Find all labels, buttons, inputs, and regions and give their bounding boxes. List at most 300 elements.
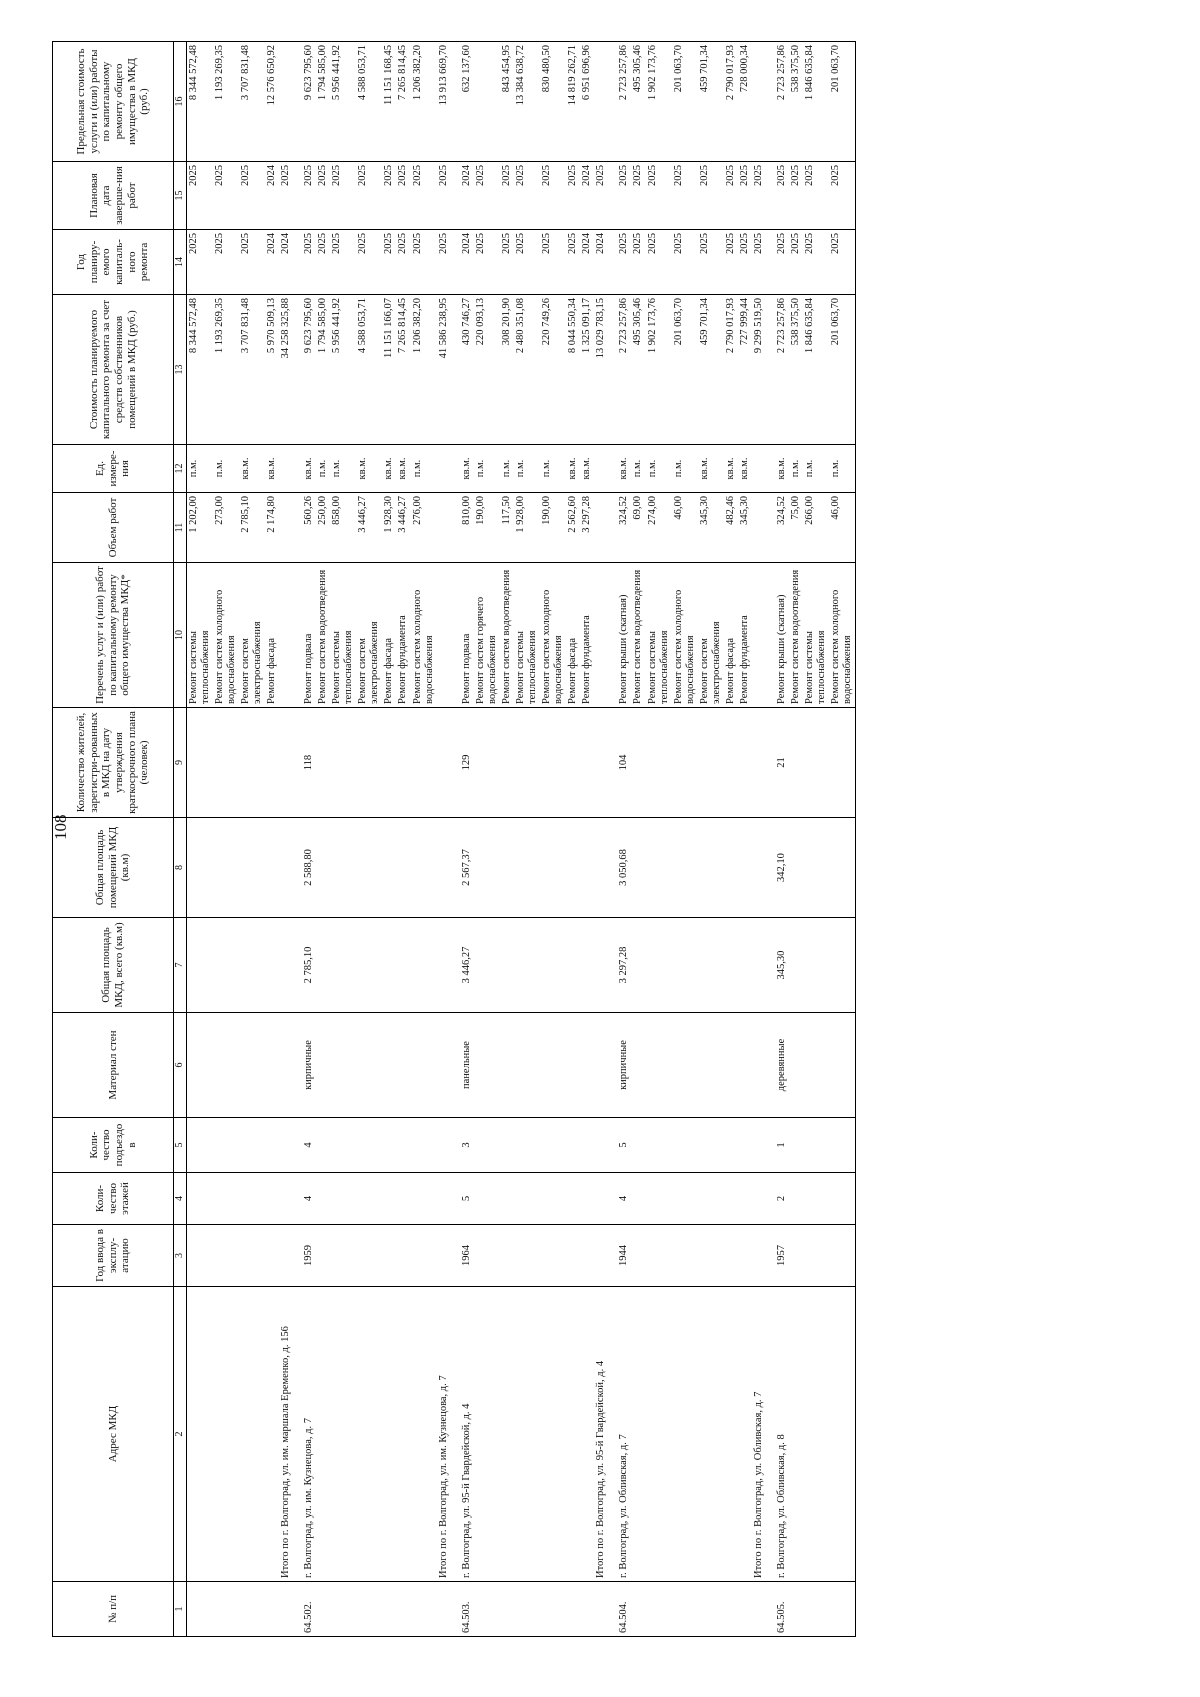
- table-cell: [396, 1118, 410, 1173]
- table-cell: 266,00: [803, 493, 829, 563]
- table-cell: 345,30: [766, 918, 789, 1013]
- table-cell: [631, 1173, 645, 1225]
- table-cell: [186, 1173, 213, 1225]
- table-cell: Ремонт систем холодного водоснабжения: [213, 563, 239, 708]
- table-cell: Ремонт системы теплоснабжения: [646, 563, 672, 708]
- table-cell: [514, 1582, 540, 1637]
- column-number: 2: [174, 1287, 187, 1582]
- table-cell: 2025: [500, 162, 514, 230]
- table-cell: [829, 918, 856, 1013]
- table-cell: [566, 1173, 580, 1225]
- table-cell: 4: [293, 1118, 316, 1173]
- table-cell: [396, 1225, 410, 1287]
- table-cell: [752, 1582, 766, 1637]
- table-cell: [646, 818, 672, 918]
- column-header: № п/п: [53, 1582, 174, 1637]
- table-cell: 2025: [356, 162, 382, 230]
- table-cell: [265, 1173, 279, 1225]
- table-cell: 34 258 325,88: [279, 295, 293, 445]
- table-cell: [540, 1225, 566, 1287]
- table-row: [672, 42, 698, 1637]
- table-cell: 2025: [239, 162, 265, 230]
- table-cell: 8 044 550,34: [566, 295, 580, 445]
- table-cell: 1 193 269,35: [213, 295, 239, 445]
- table-cell: Ремонт фасада: [265, 563, 279, 708]
- table-cell: 129: [451, 708, 474, 818]
- table-cell: 482,46: [724, 493, 738, 563]
- column-header: Коли-чество этажей: [53, 1173, 174, 1225]
- table-cell: 843 454,95: [500, 42, 514, 162]
- column-number: 10: [174, 563, 187, 708]
- table-cell: 2 723 257,86: [766, 295, 789, 445]
- table-cell: [738, 1225, 752, 1287]
- table-cell: [213, 708, 239, 818]
- table-cell: [738, 708, 752, 818]
- table-cell: 2025: [514, 162, 540, 230]
- table-cell: 7 265 814,45: [396, 42, 410, 162]
- table-cell: [724, 1582, 738, 1637]
- table-cell: [789, 1173, 803, 1225]
- table-cell: 728 000,34: [738, 42, 752, 162]
- table-cell: [514, 818, 540, 918]
- table-cell: [594, 1225, 608, 1287]
- table-cell: 1 846 635,84: [803, 42, 829, 162]
- table-cell: 3 297,28: [580, 493, 594, 563]
- table-cell: [631, 918, 645, 1013]
- table-cell: кв.м.: [738, 445, 752, 493]
- table-cell: [724, 918, 738, 1013]
- table-cell: [672, 1287, 698, 1582]
- table-cell: [580, 1287, 594, 1582]
- table-cell: 2 785,10: [239, 493, 265, 563]
- table-cell: [330, 1173, 356, 1225]
- table-cell: [594, 1582, 608, 1637]
- table-cell: [672, 1013, 698, 1118]
- table-cell: 2025: [608, 230, 631, 295]
- table-cell: [411, 918, 437, 1013]
- table-cell: деревянные: [766, 1013, 789, 1118]
- table-cell: [829, 1118, 856, 1173]
- table-cell: [803, 1173, 829, 1225]
- table-row: [540, 42, 566, 1637]
- table-row: [213, 42, 239, 1637]
- table-cell: 459 701,34: [698, 42, 724, 162]
- table-cell: 2025: [186, 162, 213, 230]
- column-number: 14: [174, 230, 187, 295]
- table-row: [411, 42, 437, 1637]
- table-cell: 220 093,13: [474, 295, 500, 445]
- table-cell: [382, 818, 396, 918]
- table-cell: [752, 1225, 766, 1287]
- table-cell: 2 723 257,86: [608, 42, 631, 162]
- table-cell: [265, 708, 279, 818]
- table-cell: 1 206 382,20: [411, 295, 437, 445]
- table-cell: [330, 1013, 356, 1118]
- table-cell: [738, 1582, 752, 1637]
- table-cell: 21: [766, 708, 789, 818]
- table-cell: [724, 1118, 738, 1173]
- table-cell: Ремонт системы теплоснабжения: [330, 563, 356, 708]
- table-cell: [382, 708, 396, 818]
- table-cell: г. Волгоград, ул. Обливская, д. 7: [608, 1287, 631, 1582]
- table-cell: 2025: [631, 162, 645, 230]
- table-cell: [239, 1225, 265, 1287]
- column-number: 6: [174, 1013, 187, 1118]
- table-cell: кв.м.: [580, 445, 594, 493]
- table-cell: 4: [608, 1173, 631, 1225]
- table-cell: 4 588 053,71: [356, 295, 382, 445]
- column-header: Стоимость планируемого капитального ремонта за счет средств собственников помещений в МКД (руб.): [53, 295, 174, 445]
- table-cell: 495 305,46: [631, 42, 645, 162]
- table-cell: [803, 1118, 829, 1173]
- table-cell: [514, 1118, 540, 1173]
- table-cell: [514, 708, 540, 818]
- table-cell: [239, 1013, 265, 1118]
- table-row: [724, 42, 738, 1637]
- table-cell: 2025: [752, 162, 766, 230]
- table-cell: 1 206 382,20: [411, 42, 437, 162]
- table-cell: 2025: [540, 162, 566, 230]
- table-cell: [356, 1287, 382, 1582]
- table-cell: [279, 493, 293, 563]
- table-cell: 13 029 783,15: [594, 295, 608, 445]
- table-cell: [514, 1173, 540, 1225]
- column-number: 12: [174, 445, 187, 493]
- table-cell: 2025: [724, 162, 738, 230]
- table-cell: 117,50: [500, 493, 514, 563]
- table-cell: Ремонт фундамента: [738, 563, 752, 708]
- table-cell: 64.502.: [293, 1582, 316, 1637]
- table-cell: [411, 1287, 437, 1582]
- column-number: 8: [174, 818, 187, 918]
- table-cell: 13 913 669,70: [437, 42, 451, 162]
- table-cell: г. Волгоград, ул. им. Кузнецова, д. 7: [293, 1287, 316, 1582]
- table-cell: 2025: [293, 230, 316, 295]
- table-cell: [474, 1118, 500, 1173]
- column-number: 3: [174, 1225, 187, 1287]
- table-cell: 2025: [631, 230, 645, 295]
- table-cell: [186, 1118, 213, 1173]
- table-cell: Итого по г. Волгоград, ул. им. маршала Еременко, д. 156: [279, 1287, 293, 1582]
- table-cell: [279, 708, 293, 818]
- table-cell: [631, 1225, 645, 1287]
- table-cell: [213, 1118, 239, 1173]
- table-cell: Ремонт фасада: [566, 563, 580, 708]
- table-cell: [316, 1013, 330, 1118]
- column-header: Количество жителей, зарегистри-рованных в МКД на дату утверждения краткосрочного плана (человек): [53, 708, 174, 818]
- table-cell: 3 707 831,48: [239, 295, 265, 445]
- table-cell: [829, 1013, 856, 1118]
- table-cell: [500, 1582, 514, 1637]
- table-cell: 6 951 696,96: [580, 42, 594, 162]
- table-cell: 308 201,90: [500, 295, 514, 445]
- table-cell: 2025: [500, 230, 514, 295]
- table-cell: Ремонт крыши (скатная): [766, 563, 789, 708]
- table-cell: [396, 1287, 410, 1582]
- column-header: Год планиру-емого капиталь-ного ремонта: [53, 230, 174, 295]
- table-cell: [594, 445, 608, 493]
- table-row: [451, 42, 474, 1637]
- table-cell: [330, 818, 356, 918]
- table-cell: [829, 1225, 856, 1287]
- column-number: 9: [174, 708, 187, 818]
- table-cell: [580, 708, 594, 818]
- table-cell: [540, 1582, 566, 1637]
- table-cell: 2025: [474, 162, 500, 230]
- table-cell: [239, 1118, 265, 1173]
- table-cell: [514, 1013, 540, 1118]
- table-cell: [738, 918, 752, 1013]
- repair-plan-table-sheet: [52, 42, 1142, 1637]
- table-cell: кв.м.: [382, 445, 396, 493]
- table-cell: [752, 918, 766, 1013]
- table-cell: [672, 1173, 698, 1225]
- table-cell: [752, 563, 766, 708]
- table-cell: [803, 918, 829, 1013]
- table-row: [594, 42, 608, 1637]
- table-cell: 4: [293, 1173, 316, 1225]
- table-row: [566, 42, 580, 1637]
- table-cell: 1959: [293, 1225, 316, 1287]
- table-cell: [396, 818, 410, 918]
- table-cell: [540, 1013, 566, 1118]
- table-cell: 2025: [766, 230, 789, 295]
- table-cell: [265, 1013, 279, 1118]
- table-cell: кв.м.: [293, 445, 316, 493]
- table-cell: [566, 1287, 580, 1582]
- table-cell: [698, 1582, 724, 1637]
- table-cell: [213, 1225, 239, 1287]
- table-cell: [330, 918, 356, 1013]
- table-cell: [724, 1225, 738, 1287]
- table-cell: 2025: [608, 162, 631, 230]
- table-cell: [239, 1582, 265, 1637]
- table-cell: 7 265 814,45: [396, 295, 410, 445]
- table-cell: [803, 818, 829, 918]
- table-cell: 2024: [265, 230, 279, 295]
- table-cell: 727 999,44: [738, 295, 752, 445]
- table-cell: [316, 818, 330, 918]
- table-cell: 220 749,26: [540, 295, 566, 445]
- table-cell: [631, 1013, 645, 1118]
- table-cell: 2 567,37: [451, 818, 474, 918]
- table-cell: [396, 1173, 410, 1225]
- table-cell: [672, 1582, 698, 1637]
- table-cell: 2025: [672, 230, 698, 295]
- table-cell: [698, 1225, 724, 1287]
- table-cell: 5 956 441,92: [330, 295, 356, 445]
- table-cell: Ремонт фундамента: [580, 563, 594, 708]
- table-cell: 41 586 238,95: [437, 295, 451, 445]
- table-cell: [437, 918, 451, 1013]
- table-cell: [437, 493, 451, 563]
- table-cell: [631, 1118, 645, 1173]
- table-cell: Ремонт систем водоотведения: [500, 563, 514, 708]
- table-cell: [411, 1582, 437, 1637]
- table-cell: [646, 1013, 672, 1118]
- table-cell: кв.м.: [566, 445, 580, 493]
- table-cell: п.м.: [411, 445, 437, 493]
- table-cell: [239, 1173, 265, 1225]
- table-cell: [646, 918, 672, 1013]
- table-cell: 1957: [766, 1225, 789, 1287]
- table-cell: [566, 1225, 580, 1287]
- table-cell: [356, 818, 382, 918]
- table-cell: Ремонт систем электроснабжения: [239, 563, 265, 708]
- table-cell: [382, 1582, 396, 1637]
- table-cell: Ремонт систем водоотведения: [631, 563, 645, 708]
- table-cell: 46,00: [672, 493, 698, 563]
- table-cell: кирпичные: [293, 1013, 316, 1118]
- table-cell: [829, 708, 856, 818]
- table-cell: [437, 1225, 451, 1287]
- table-cell: [437, 1582, 451, 1637]
- table-cell: Ремонт фундамента: [396, 563, 410, 708]
- table-cell: [672, 918, 698, 1013]
- table-cell: [316, 1225, 330, 1287]
- table-cell: Ремонт крыши (скатная): [608, 563, 631, 708]
- table-cell: 2025: [330, 230, 356, 295]
- table-row: [789, 42, 803, 1637]
- table-cell: [594, 708, 608, 818]
- table-cell: [265, 1582, 279, 1637]
- table-cell: [580, 1013, 594, 1118]
- column-number: 16: [174, 42, 187, 162]
- table-cell: 9 623 795,60: [293, 295, 316, 445]
- table-cell: 2025: [829, 230, 856, 295]
- table-cell: 104: [608, 708, 631, 818]
- table-cell: 1964: [451, 1225, 474, 1287]
- table-cell: Ремонт систем холодного водоснабжения: [540, 563, 566, 708]
- table-cell: [382, 1013, 396, 1118]
- table-cell: 9 623 795,60: [293, 42, 316, 162]
- repair-plan-table: [52, 41, 856, 1637]
- table-cell: [540, 818, 566, 918]
- table-cell: 2025: [186, 230, 213, 295]
- table-cell: 14 819 262,71: [566, 42, 580, 162]
- table-body: [186, 42, 856, 1637]
- table-cell: 2025: [789, 230, 803, 295]
- table-cell: [789, 1013, 803, 1118]
- table-cell: [279, 1118, 293, 1173]
- table-cell: 201 063,70: [829, 42, 856, 162]
- table-cell: 2025: [316, 230, 330, 295]
- table-cell: п.м.: [646, 445, 672, 493]
- table-cell: [738, 1013, 752, 1118]
- table-cell: Ремонт систем электроснабжения: [356, 563, 382, 708]
- table-cell: Ремонт систем холодного водоснабжения: [411, 563, 437, 708]
- table-row: [293, 42, 316, 1637]
- column-header: Материал стен: [53, 1013, 174, 1118]
- table-cell: [829, 818, 856, 918]
- column-header: Предельная стоимость услуги и (или) работы по капитальному ремонту общего имущества в МКД (руб.): [53, 42, 174, 162]
- table-cell: 64.504.: [608, 1582, 631, 1637]
- page-number: 108: [51, 814, 70, 840]
- table-cell: [474, 1173, 500, 1225]
- table-cell: 2025: [239, 230, 265, 295]
- table-cell: 190,00: [540, 493, 566, 563]
- table-row: [738, 42, 752, 1637]
- table-cell: [279, 445, 293, 493]
- table-cell: [213, 1013, 239, 1118]
- table-cell: [356, 918, 382, 1013]
- table-cell: 2025: [330, 162, 356, 230]
- table-cell: 2024: [265, 162, 279, 230]
- table-cell: 64.503.: [451, 1582, 474, 1637]
- table-cell: [330, 1582, 356, 1637]
- table-cell: 324,52: [766, 493, 789, 563]
- table-cell: [396, 918, 410, 1013]
- table-cell: [239, 818, 265, 918]
- table-cell: 2024: [580, 230, 594, 295]
- table-row: [514, 42, 540, 1637]
- table-cell: 201 063,70: [829, 295, 856, 445]
- table-cell: [580, 1173, 594, 1225]
- table-cell: [186, 1582, 213, 1637]
- table-cell: 1 794 585,00: [316, 295, 330, 445]
- table-cell: Ремонт систем холодного водоснабжения: [672, 563, 698, 708]
- column-header: Перечень услуг и (или) работ по капитальному ремонту общего имущества МКД*: [53, 563, 174, 708]
- table-cell: 11 151 168,45: [382, 42, 396, 162]
- table-cell: [316, 1287, 330, 1582]
- table-cell: [279, 42, 293, 162]
- table-cell: 2025: [752, 230, 766, 295]
- table-cell: 9 299 519,50: [752, 295, 766, 445]
- table-cell: [500, 818, 514, 918]
- table-row: [698, 42, 724, 1637]
- table-cell: 2025: [279, 162, 293, 230]
- table-cell: [437, 708, 451, 818]
- table-cell: [829, 1173, 856, 1225]
- table-cell: 324,52: [608, 493, 631, 563]
- table-cell: 632 137,60: [451, 42, 474, 162]
- table-cell: 2025: [803, 230, 829, 295]
- table-cell: 3 446,27: [451, 918, 474, 1013]
- table-cell: [279, 1225, 293, 1287]
- table-cell: 345,30: [738, 493, 752, 563]
- column-header: Общая площадь МКД, всего (кв.м): [53, 918, 174, 1013]
- table-cell: [500, 918, 514, 1013]
- table-cell: [803, 1013, 829, 1118]
- table-cell: [474, 918, 500, 1013]
- table-cell: [500, 1287, 514, 1582]
- table-cell: [594, 1173, 608, 1225]
- table-cell: [829, 1287, 856, 1582]
- table-cell: [356, 708, 382, 818]
- table-row: [265, 42, 279, 1637]
- table-cell: [829, 1582, 856, 1637]
- table-cell: п.м.: [829, 445, 856, 493]
- column-number: 13: [174, 295, 187, 445]
- table-cell: [672, 818, 698, 918]
- table-cell: [186, 1225, 213, 1287]
- table-cell: [437, 1173, 451, 1225]
- table-cell: [316, 1173, 330, 1225]
- table-cell: [279, 1582, 293, 1637]
- table-row: [382, 42, 396, 1637]
- table-cell: 69,00: [631, 493, 645, 563]
- table-cell: 2025: [356, 230, 382, 295]
- table-cell: [316, 1582, 330, 1637]
- table-cell: [594, 42, 608, 162]
- table-cell: 1 193 269,35: [213, 42, 239, 162]
- table-cell: [213, 1173, 239, 1225]
- table-cell: [437, 818, 451, 918]
- column-header: Год ввода в эксплу-атацию: [53, 1225, 174, 1287]
- table-cell: [474, 1225, 500, 1287]
- table-cell: 250,00: [316, 493, 330, 563]
- table-cell: п.м.: [789, 445, 803, 493]
